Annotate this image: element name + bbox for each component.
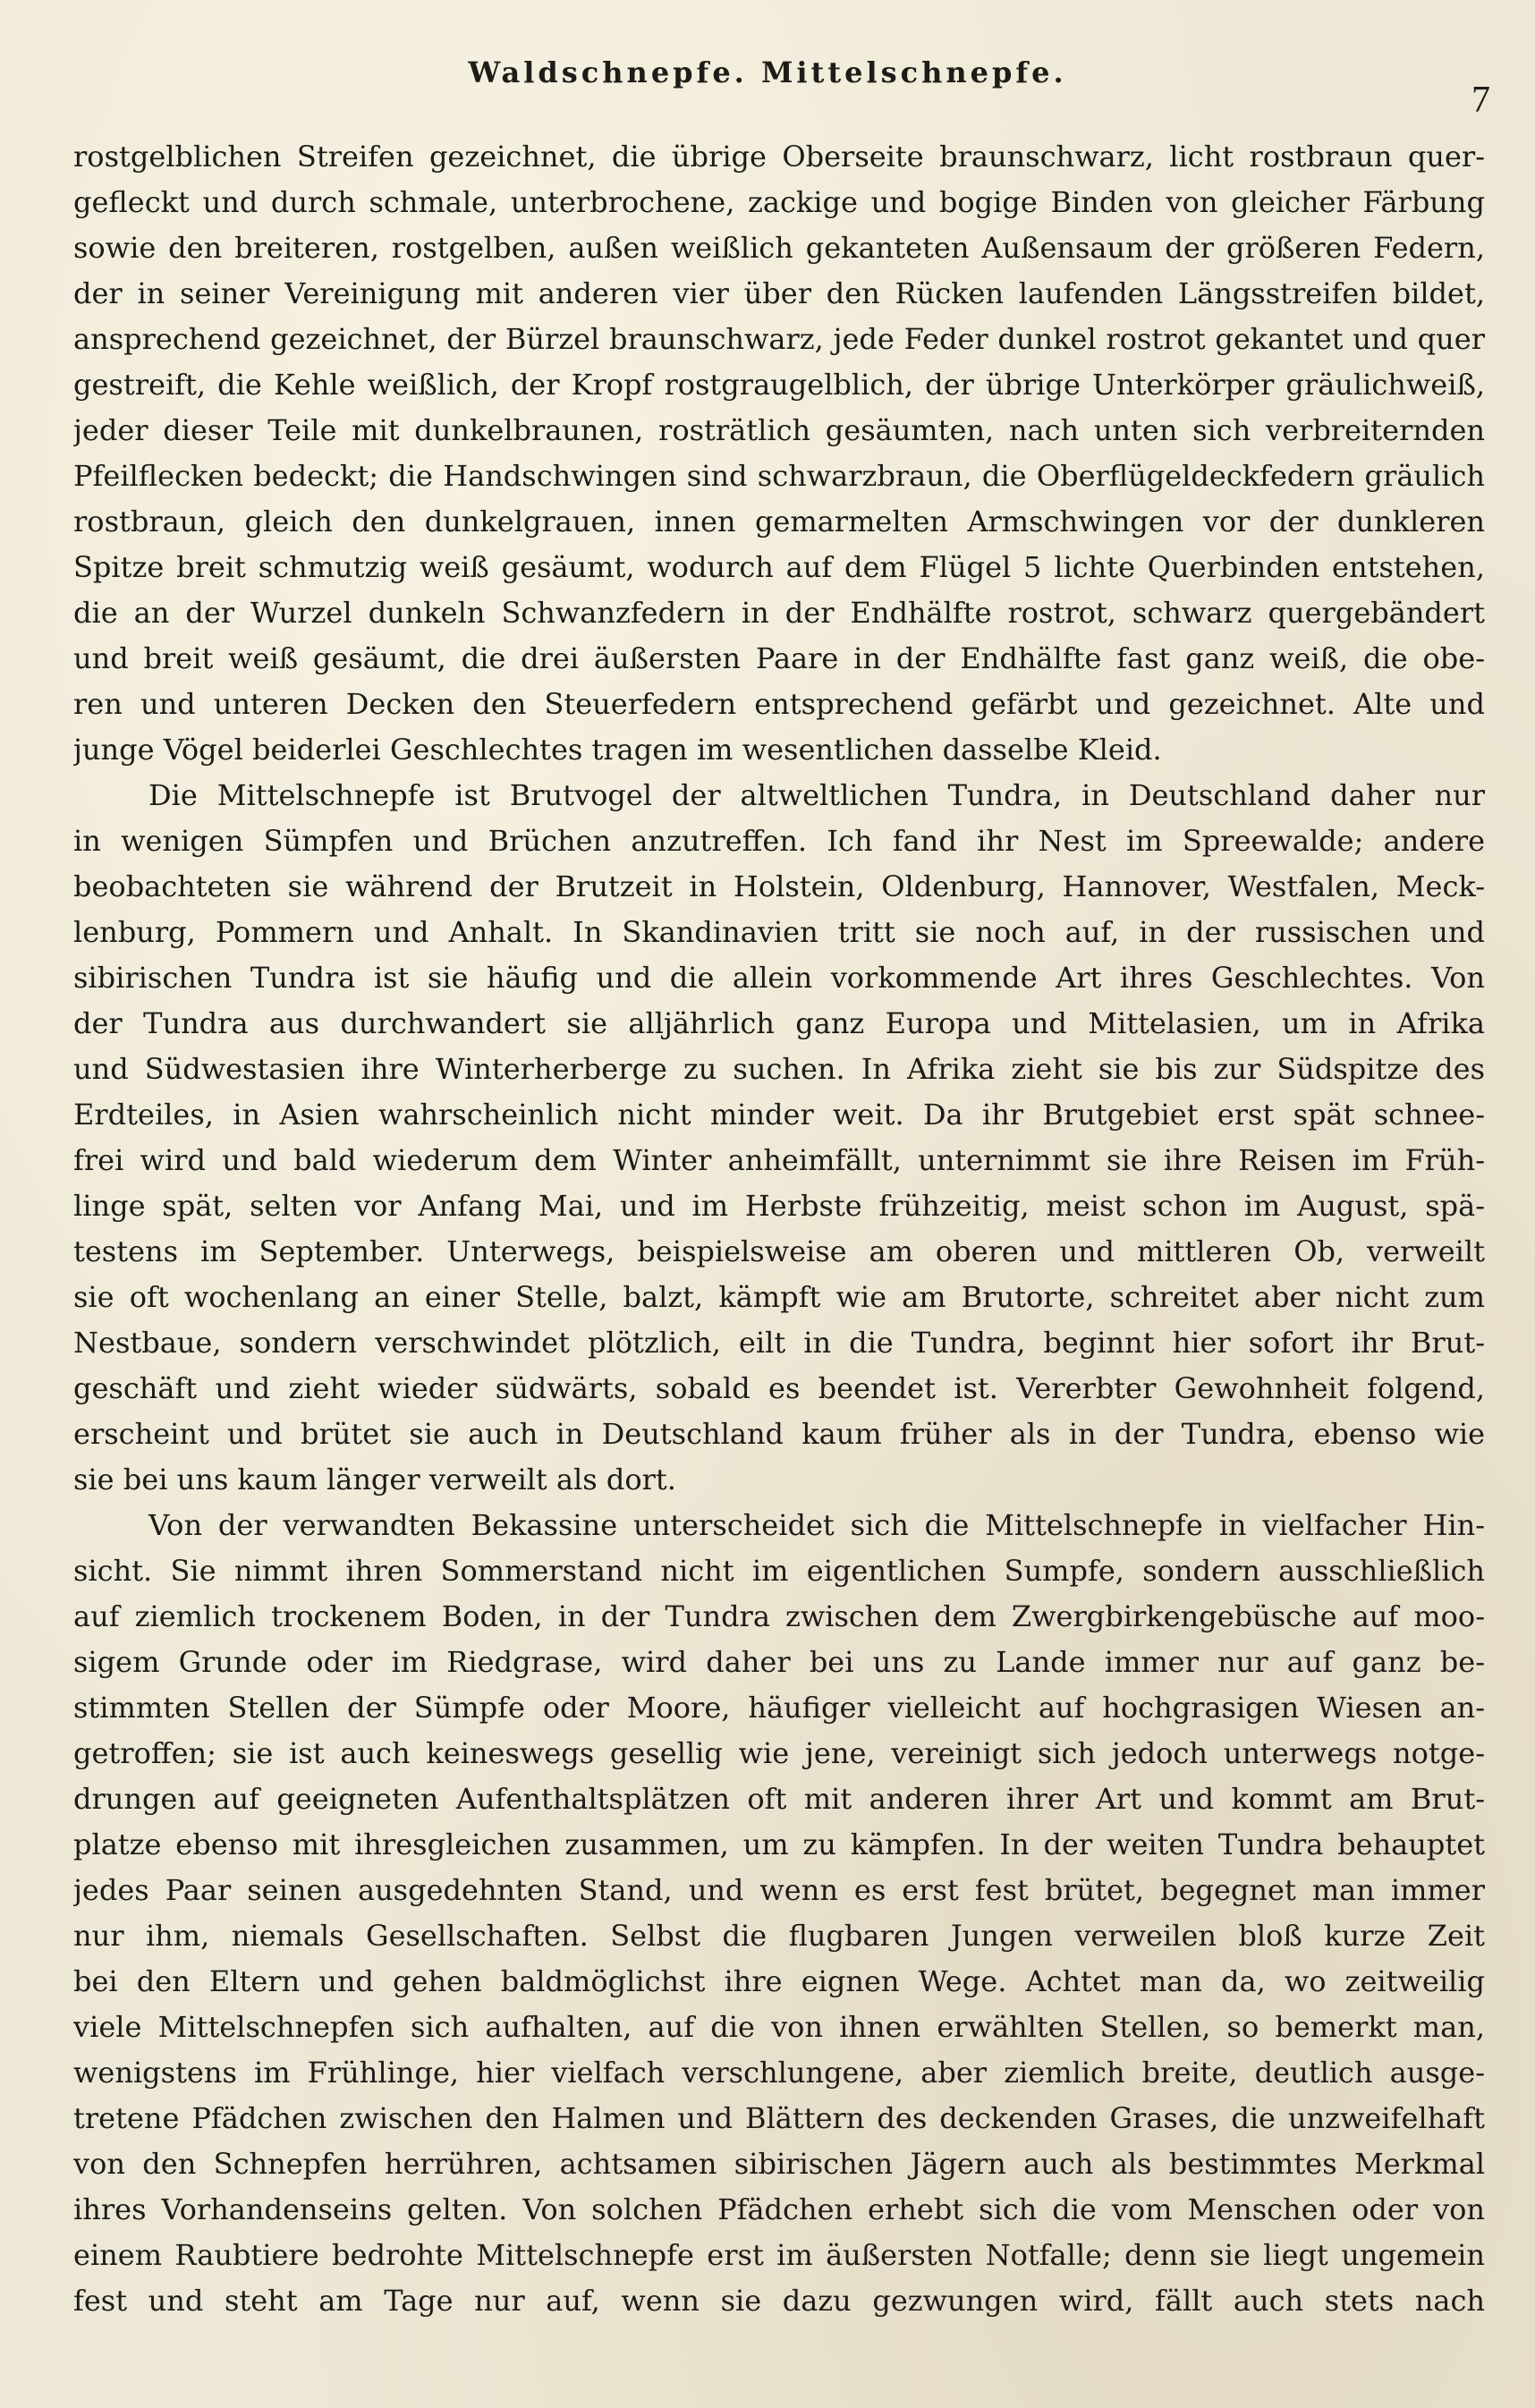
paragraph-2 bbox=[73, 773, 1485, 1503]
text-line: gestreift, die Kehle weißlich, der Kropf rostgraugelblich, der übrige Unterkörper gräulichweiß, bbox=[73, 368, 1485, 402]
text-line: und Südwestasien ihre Winterherberge zu suchen. In Afrika zieht sie bis zur Südspitze des bbox=[73, 1052, 1485, 1086]
text-line: Spitze breit schmutzig weiß gesäumt, wodurch auf dem Flügel 5 lichte Querbinden entstehen, bbox=[73, 550, 1485, 584]
text-line: wenigstens im Frühlinge, hier vielfach verschlungene, aber ziemlich breite, deutlich ausge- bbox=[73, 2056, 1485, 2090]
text-line: beobachteten sie während der Brutzeit in Holstein, Oldenburg, Hannover, Westfalen, Meck- bbox=[73, 869, 1485, 903]
text-line: getroffen; sie ist auch keineswegs gesellig wie jene, vereinigt sich jedoch unterwegs notge- bbox=[73, 1736, 1485, 1770]
text-line: sie bei uns kaum länger verweilt als dort. bbox=[73, 1463, 676, 1497]
text-line: von den Schnepfen herrühren, achtsamen sibirischen Jägern auch als bestimmtes Merkmal bbox=[73, 2147, 1485, 2181]
text-line: sowie den breiteren, rostgelben, außen weißlich gekanteten Außensaum der größeren Federn, bbox=[73, 231, 1485, 265]
text-line: ren und unteren Decken den Steuerfedern entsprechend gefärbt und gezeichnet. Alte und bbox=[73, 687, 1485, 721]
text-line: erscheint und brütet sie auch in Deutschland kaum früher als in der Tundra, ebenso wie bbox=[73, 1417, 1485, 1451]
text-line: nur ihm, niemals Gesellschaften. Selbst die flugbaren Jungen verweilen bloß kurze Zeit bbox=[73, 1919, 1485, 1953]
text-line: viele Mittelschnepfen sich aufhalten, auf die von ihnen erwählten Stellen, so bemerkt man, bbox=[73, 2010, 1485, 2044]
text-line: lenburg, Pommern und Anhalt. In Skandinavien tritt sie noch auf, in der russischen und bbox=[73, 915, 1485, 949]
text-line: geschäft und zieht wieder südwärts, sobald es beendet ist. Vererbter Gewohnheit folgend, bbox=[73, 1371, 1485, 1405]
text-line: ihres Vorhandenseins gelten. Von solchen Pfädchen erhebt sich die vom Menschen oder von bbox=[73, 2192, 1485, 2226]
text-line: stimmten Stellen der Sümpfe oder Moore, häufiger vielleicht auf hochgrasigen Wiesen an- bbox=[73, 1691, 1485, 1725]
text-line: platze ebenso mit ihresgleichen zusammen, um zu kämpfen. In der weiten Tundra behauptet bbox=[73, 1827, 1485, 1861]
text-line: und breit weiß gesäumt, die drei äußersten Paare in der Endhälfte fast ganz weiß, die obe- bbox=[73, 641, 1485, 675]
running-title: Waldschnepfe. Mittelschnepfe. bbox=[468, 55, 1067, 89]
text-line: sie oft wochenlang an einer Stelle, balzt, kämpft wie am Brutorte, schreitet aber nicht zum bbox=[73, 1280, 1485, 1314]
text-line: frei wird und bald wiederum dem Winter anheimfällt, unternimmt sie ihre Reisen im Früh- bbox=[73, 1143, 1485, 1177]
text-line: sibirischen Tundra ist sie häufig und die allein vorkommende Art ihres Geschlechtes. Von bbox=[73, 961, 1485, 995]
paragraph-3 bbox=[73, 1503, 1485, 2324]
text-line: rostbraun, gleich den dunkelgrauen, innen gemarmelten Armschwingen vor der dunkleren bbox=[73, 504, 1485, 538]
text-line: rostgelblichen Streifen gezeichnet, die übrige Oberseite braunschwarz, licht rostbraun quer- bbox=[73, 140, 1485, 174]
text-line: drungen auf geeigneten Aufenthaltsplätzen oft mit anderen ihrer Art und kommt am Brut- bbox=[73, 1782, 1485, 1816]
text-line: Die Mittelschnepfe ist Brutvogel der altweltlichen Tundra, in Deutschland daher nur bbox=[148, 778, 1485, 812]
text-line: auf ziemlich trockenem Boden, in der Tundra zwischen dem Zwergbirkengebüsche auf moo- bbox=[73, 1599, 1485, 1633]
text-line: junge Vögel beiderlei Geschlechtes tragen im wesentlichen dasselbe Kleid. bbox=[73, 733, 1162, 767]
text-line: jedes Paar seinen ausgedehnten Stand, und wenn es erst fest brütet, begegnet man immer bbox=[73, 1873, 1485, 1907]
text-line: einem Raubtiere bedrohte Mittelschnepfe erst im äußersten Notfalle; denn sie liegt ungemein bbox=[73, 2238, 1485, 2272]
text-line: Pfeilflecken bedeckt; die Handschwingen sind schwarzbraun, die Oberflügeldeckfedern gräulich bbox=[73, 459, 1485, 493]
text-line: jeder dieser Teile mit dunkelbraunen, rosträtlich gesäumten, nach unten sich verbreiternden bbox=[73, 413, 1485, 447]
text-line: tretene Pfädchen zwischen den Halmen und Blättern des deckenden Grases, die unzweifelhaft bbox=[73, 2101, 1485, 2135]
text-line: der in seiner Vereinigung mit anderen vier über den Rücken laufenden Längsstreifen bildet, bbox=[73, 276, 1485, 310]
text-line: die an der Wurzel dunkeln Schwanzfedern in der Endhälfte rostrot, schwarz quergebändert bbox=[73, 596, 1485, 630]
text-line: gefleckt und durch schmale, unterbrochene, zackige und bogige Binden von gleicher Färbung bbox=[73, 185, 1485, 219]
page-number: 7 bbox=[1471, 80, 1490, 121]
text-line: der Tundra aus durchwandert sie alljährlich ganz Europa und Mittelasien, um in Afrika bbox=[73, 1006, 1485, 1040]
text-line: in wenigen Sümpfen und Brüchen anzutreffen. Ich fand ihr Nest im Spreewalde; andere bbox=[73, 824, 1485, 858]
paragraph-1 bbox=[73, 134, 1485, 773]
text-line: Von der verwandten Bekassine unterscheidet sich die Mittelschnepfe in vielfacher Hin- bbox=[148, 1508, 1485, 1542]
text-line: Nestbaue, sondern verschwindet plötzlich, eilt in die Tundra, beginnt hier sofort ihr Brut- bbox=[73, 1326, 1485, 1360]
text-line: ansprechend gezeichnet, der Bürzel braunschwarz, jede Feder dunkel rostrot gekantet und quer bbox=[73, 322, 1485, 356]
text-line: bei den Eltern und gehen baldmöglichst ihre eignen Wege. Achtet man da, wo zeitweilig bbox=[73, 1964, 1485, 1998]
text-line: fest und steht am Tage nur auf, wenn sie dazu gezwungen wird, fällt auch stets nach bbox=[73, 2284, 1485, 2318]
body-text bbox=[73, 134, 1485, 2324]
text-line: sigem Grunde oder im Riedgrase, wird daher bei uns zu Lande immer nur auf ganz be- bbox=[73, 1645, 1485, 1679]
text-line: Erdteiles, in Asien wahrscheinlich nicht minder weit. Da ihr Brutgebiet erst spät schnee- bbox=[73, 1098, 1485, 1132]
text-line: sicht. Sie nimmt ihren Sommerstand nicht im eigentlichen Sumpfe, sondern ausschließlich bbox=[73, 1554, 1485, 1588]
text-line: linge spät, selten vor Anfang Mai, und im Herbste frühzeitig, meist schon im August, spä- bbox=[73, 1189, 1485, 1223]
text-line: testens im September. Unterwegs, beispielsweise am oberen und mittleren Ob, verweilt bbox=[73, 1234, 1485, 1268]
